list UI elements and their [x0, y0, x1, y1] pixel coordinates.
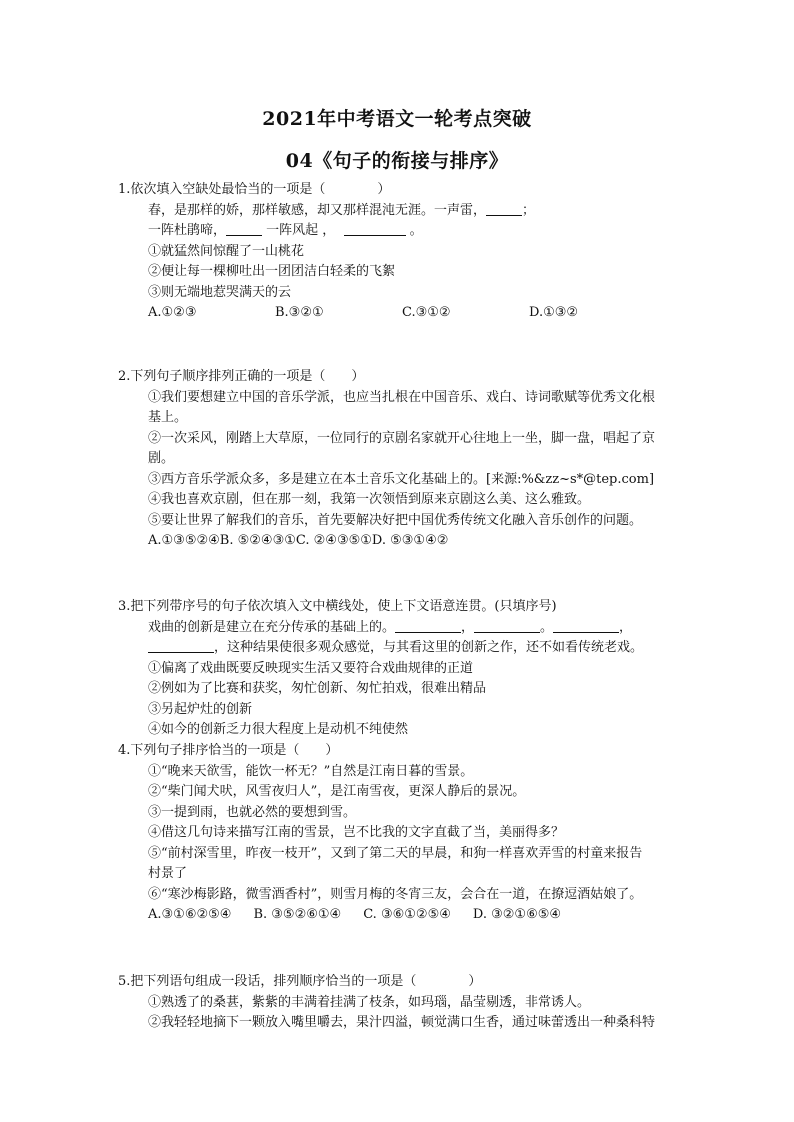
question-4-stem: 4.下列句子排序恰当的一项是（ ）	[118, 743, 339, 758]
fill-blank-1	[486, 202, 522, 216]
question-3-item: ①偏离了戏曲既要反映现实生活又要符合戏曲规律的正道	[148, 660, 474, 676]
question-4-item: ①“晚来天欲雪，能饮一杯无？”自然是江南日暮的雪景。	[148, 763, 474, 779]
fill-blank-1	[395, 619, 461, 633]
question-5-item: ②我轻轻地摘下一颗放入嘴里嚼去，果汁四溢，顿觉满口生香，通过味蕾透出一种桑科特	[148, 1015, 656, 1030]
question-2-item: ②一次采风，刚踏上大草原，一位同行的京剧名家就开心往地上一坐，脚一盘，唱起了京	[148, 430, 656, 446]
question-4-item: ②“柴门闻犬吠，风雪夜归人”，是江南雪夜，更深人静后的景况。	[148, 784, 526, 799]
question-2-item: ①我们要想建立中国的音乐学派，也应当扎根在中国音乐、戏白、诗词歌赋等优秀文化根	[148, 389, 656, 405]
option-d: D.①③②	[529, 305, 579, 320]
question-3-passage-line-1: 戏曲的创新是建立在充分传承的基础上的。 ， 。 ，	[148, 619, 633, 635]
question-1-item: ①就猛然间惊醒了一山桃花	[148, 243, 305, 259]
fill-blank-3	[344, 222, 406, 236]
question-4-item: ③一提到雨，也就必然的要想到雪。	[148, 804, 357, 820]
question-4-item-continued: 村景了	[148, 866, 188, 881]
document-subtitle: 04《句子的衔接与排序》	[285, 150, 509, 172]
question-4	[118, 741, 698, 926]
option-b: B.③②①	[275, 305, 324, 320]
question-1-passage-line-1: 春，是那样的娇，那样敏感，却又那样混沌无涯。一声雷， ；	[148, 202, 536, 218]
question-4-item: ④借这几句诗来描写江南的雪景，岂不比我的文字直截了当，美丽得多？	[148, 825, 565, 840]
question-5	[118, 972, 698, 1034]
question-1	[118, 180, 698, 324]
question-1-passage-line-2: 一阵杜鹃啼， 一阵风起 ， 。	[148, 223, 423, 238]
option-a: A.①②③	[148, 305, 197, 320]
option-b: B. ③⑤②⑥①④	[253, 907, 342, 922]
question-2	[118, 367, 698, 552]
question-1-options	[118, 303, 698, 324]
fill-blank-2	[226, 222, 262, 236]
question-2-item-continued: 剧。	[148, 451, 175, 466]
fill-blank-4	[148, 639, 214, 653]
question-1-item: ②便让每一棵柳吐出一团团洁白轻柔的飞絮	[148, 264, 396, 279]
question-3	[118, 597, 698, 741]
option-c: C. ③⑥①②⑤④	[363, 907, 451, 922]
question-2-item-continued: 基上。	[148, 410, 188, 425]
question-2-item: ④我也喜欢京剧，但在那一刻，我第一次领悟到原来京剧这么美、这么雅致。	[148, 492, 591, 507]
question-2-stem: 2.下列句子顺序排列正确的一项是（ ）	[118, 369, 365, 384]
document-title: 2021年中考语文一轮考点突破	[262, 108, 532, 130]
fill-blank-2	[474, 619, 540, 633]
option-c: C.③①②	[402, 305, 451, 320]
question-4-item: ⑥“寒沙梅影路，微雪酒香村”，则雪月梅的冬宵三友，会合在一道，在撩逗酒姑娘了。	[148, 886, 643, 902]
question-1-item: ③则无端地惹哭满天的云	[148, 284, 292, 300]
question-3-item: ④如今的创新乏力很大程度上是动机不纯使然	[148, 722, 409, 737]
question-3-item: ②例如为了比赛和获奖，匆忙创新、匆忙拍戏，很难出精品	[148, 681, 487, 696]
question-5-item: ①熟透了的桑葚，紫紫的丰满着挂满了枝条，如玛瑙，晶莹剔透，非常诱人。	[148, 994, 591, 1010]
question-2-item: ③西方音乐学派众多，多是建立在本土音乐文化基础上的。[来源:%&zz~s*@tep.com]	[148, 471, 655, 487]
option-a: A.③①⑥②⑤④	[148, 907, 232, 922]
question-3-passage-line-2: ，这种结果使很多观众感觉，与其看这里的创新之作，还不如看传统老戏。	[118, 638, 698, 659]
question-2-options: A.①③⑤②④B. ⑤②④③①C. ②④③⑤①D. ⑤③①④②	[148, 533, 449, 548]
question-2-item: ⑤要让世界了解我们的音乐，首先要解决好把中国优秀传统文化融入音乐创作的问题。	[148, 512, 643, 528]
option-d: D. ③②①⑥⑤④	[472, 907, 562, 922]
fill-blank-3	[553, 619, 619, 633]
question-4-options	[118, 905, 698, 926]
question-3-stem: 3.把下列带序号的句子依次填入文中横线处，使上下文语意连贯。(只填序号)	[118, 599, 557, 614]
question-1-stem: 1.依次填入空缺处最恰当的一项是（ ）	[118, 182, 391, 197]
question-4-item: ⑤“前村深雪里，昨夜一枝开”，又到了第二天的早晨，和狗一样喜欢弄雪的村童来报告	[148, 845, 643, 861]
question-3-item: ③另起炉灶的创新	[148, 701, 253, 717]
question-5-stem: 5.把下列语句组成一段话，排列顺序恰当的一项是（ ）	[118, 974, 482, 989]
